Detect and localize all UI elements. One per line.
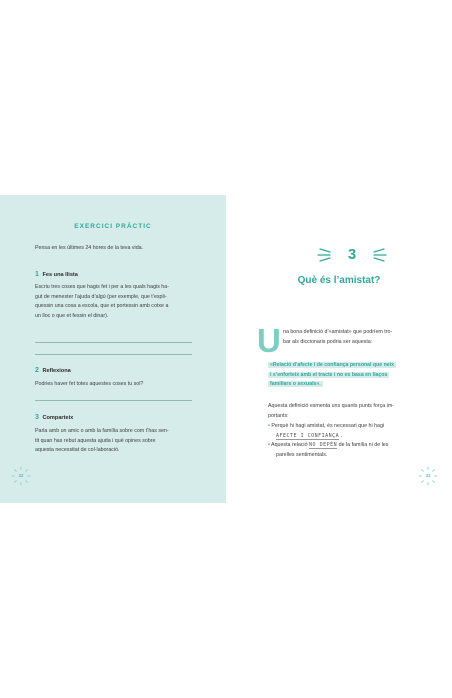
body-line: gut de menester l’ajuda d’algú (per exemple, que t’expli-: [35, 293, 167, 300]
handwritten-answer: NO DEPÈN: [309, 442, 338, 448]
right-page-number: 33: [425, 473, 431, 478]
definition-intro: [283, 328, 392, 347]
handwritten-answer: AFECTE I CONFIANÇA: [276, 432, 340, 439]
body-line: Escriu tres coses que hagis fet i per a les quals hagis ha-: [35, 284, 169, 290]
bullet-item: [268, 441, 388, 451]
intro-text: Pensa en les últimes 24 hores de la teva vida.: [35, 245, 144, 251]
quote-line: i s’enforteix amb el tracte i no es basa en llaços: [270, 371, 388, 378]
step-3-body: [35, 427, 169, 456]
quote-line: «Relació d’afecte i de confiança personal que neix: [270, 362, 394, 368]
bullet-item-cont: [268, 432, 388, 442]
bullet-text: de la família ni de les: [338, 442, 389, 448]
chapter-number: 3: [347, 246, 357, 263]
body-line: tit quan has rebut aquesta ajuda i què opines sobre: [35, 437, 156, 444]
step-1-title: Fes una llista: [42, 272, 78, 278]
points-intro: [268, 402, 394, 421]
bullet-text: Aquesta relació: [271, 442, 308, 448]
bullet-icon: •: [268, 442, 270, 448]
bullet-text: parelles sentimentals.: [276, 451, 328, 458]
step-2-number: 2: [35, 367, 39, 374]
body-line: Podries haver fet totes aquestes coses tu sol?: [35, 381, 144, 387]
quote-line: familiars o sexuals».: [270, 381, 321, 387]
body-line: aquesta necessitat de col·laboració.: [35, 447, 120, 453]
body-line: un lloc o que et fessin el dinar).: [35, 312, 109, 319]
definition-quote: [268, 361, 396, 390]
writing-line: [35, 342, 192, 343]
drop-cap: U: [257, 322, 281, 359]
bullet-text: Perquè hi hagi amistat, és necessari que hi hagi: [271, 423, 385, 429]
writing-line: [35, 400, 192, 401]
bullet-text: .: [340, 432, 343, 439]
chapter-title: Què és l’amistat?: [297, 275, 381, 286]
body-line: na bona definició d’«amistat» que podríem tro-: [283, 329, 393, 335]
step-1-body: [35, 283, 169, 321]
step-1-number: 1: [35, 271, 39, 278]
step-2-body: [35, 380, 143, 390]
bullet-list: [268, 422, 388, 460]
body-line: bar als diccionaris podria ser aquesta:: [283, 338, 373, 345]
left-page: [0, 195, 226, 503]
body-line: portants:: [268, 412, 289, 419]
body-line: quessin una cosa a escola, que et portessin amb cotxe a: [35, 303, 169, 309]
bullet-item: [268, 422, 388, 432]
step-2-heading: [35, 367, 71, 374]
step-1-heading: [35, 271, 78, 278]
step-3-title: Comparteix: [42, 415, 74, 421]
body-line: Parla amb un amic o amb la família sobre com t’has sen-: [35, 428, 169, 434]
step-3-heading: [35, 414, 73, 421]
exercise-title: EXERCICI PRÀCTIC: [74, 223, 152, 230]
step-3-number: 3: [35, 414, 39, 421]
left-page-number: 32: [18, 473, 24, 478]
body-line: Aquesta definició esmenta uns quants punts força im-: [268, 403, 395, 409]
bullet-icon: •: [268, 423, 270, 429]
writing-line: [35, 354, 192, 355]
chapter-right-burst-icon: [370, 245, 388, 265]
step-2-title: Reflexiona: [42, 368, 71, 374]
